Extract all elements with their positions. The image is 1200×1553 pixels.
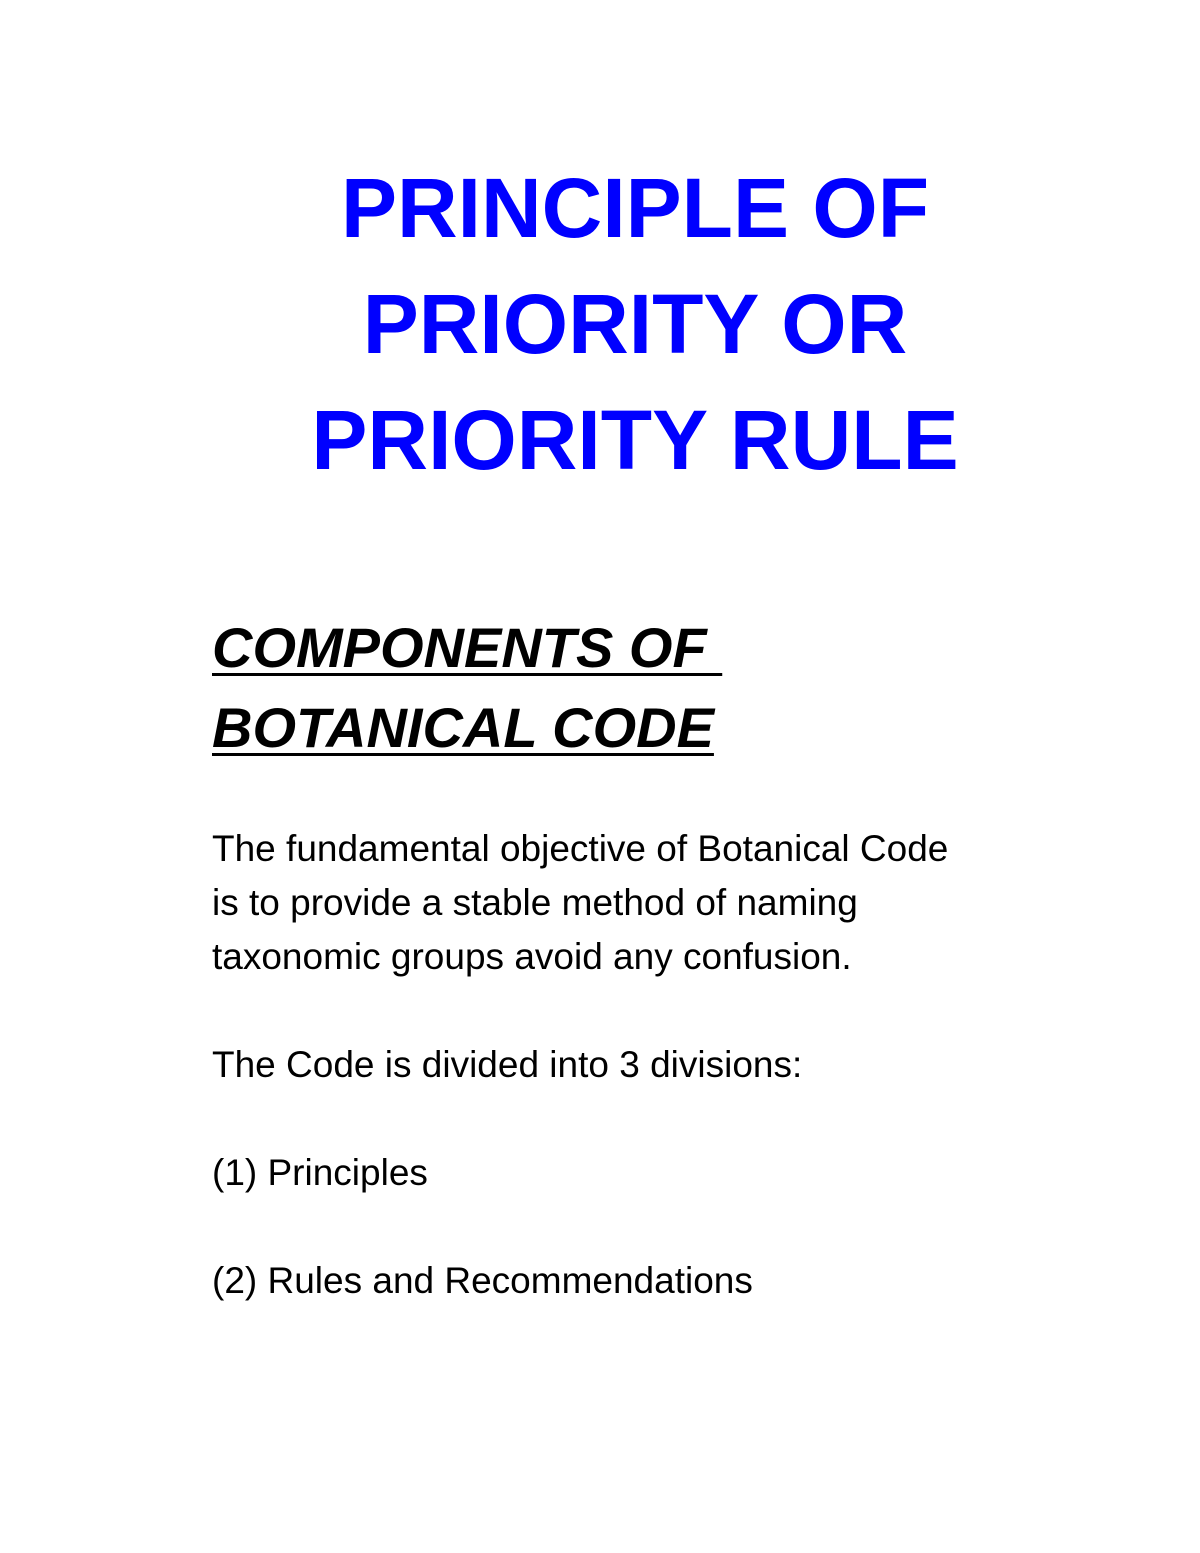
heading-line: COMPONENTS OF — [212, 616, 723, 679]
division-item-label: (1) Principles — [212, 1152, 428, 1193]
title-line: PRIORITY OR — [362, 277, 908, 371]
section-heading — [212, 608, 1112, 768]
division-item-label: (2) Rules and Recommendations — [212, 1260, 753, 1301]
divisions-intro — [212, 1038, 1112, 1092]
title-line: PRIORITY RULE — [311, 393, 959, 487]
division-item — [212, 1146, 1112, 1200]
paragraph-line: is to provide a stable method of naming — [212, 882, 858, 923]
document-title — [0, 150, 1200, 498]
heading-line: BOTANICAL CODE — [212, 696, 714, 759]
paragraph-line: The Code is divided into 3 divisions: — [212, 1044, 803, 1085]
objective-paragraph — [212, 822, 1112, 984]
title-line: PRINCIPLE OF — [340, 161, 930, 255]
paragraph-line: The fundamental objective of Botanical Code — [212, 828, 949, 869]
division-item — [212, 1254, 1112, 1308]
section-content — [212, 608, 1112, 1308]
paragraph-line: taxonomic groups avoid any confusion. — [212, 936, 852, 977]
